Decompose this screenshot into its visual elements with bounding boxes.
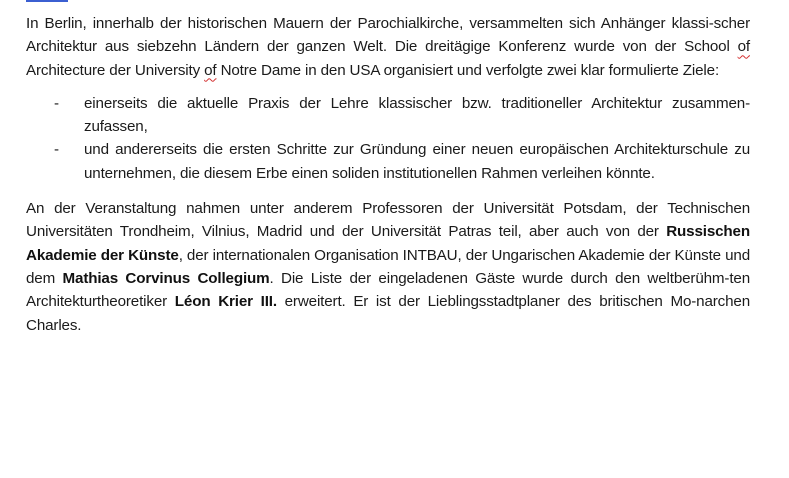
list-item-text: einerseits die aktuelle Praxis der Lehre klassischer bzw. traditioneller Architektur zusammen-zufassen,: [84, 94, 750, 136]
text-run: Architecture der University: [26, 61, 205, 79]
text-run: Notre Dame in den USA organisiert und verfolgte zwei klar formulierte Ziele:: [216, 61, 720, 79]
bold-text: Russischen Akademie der Künste: [26, 223, 750, 264]
goals-list: [26, 92, 750, 185]
paragraph-participants: [26, 197, 750, 337]
spellcheck-flagged-word[interactable]: of: [737, 38, 750, 56]
list-item: [26, 92, 750, 139]
text-run: An der Veranstaltung nahmen unter anderem Professoren der Universität Potsdam, der Technischen Universitäten Trondheim, Vilnius, Madrid und der Universität Patras teil, aber auch von der: [26, 200, 750, 241]
list-bullet: -: [54, 94, 59, 112]
text-run: In Berlin, innerhalb der historischen Mauern der Parochialkirche, versammelten sich Anhänger klassi-scher Architektur aus siebzehn Ländern der ganzen Welt. Die dreitägige Konferenz wurde von der School: [26, 15, 750, 56]
list-item: [26, 138, 750, 185]
spellcheck-flagged-word[interactable]: of: [204, 61, 217, 79]
paragraph-intro: [26, 12, 750, 82]
top-rule: [26, 0, 68, 2]
text-run: erweitert. Er ist der Lieblingsstadtplaner des britischen Mo-narchen Charles.: [26, 293, 750, 334]
document-body[interactable]: [26, 12, 750, 337]
bold-text: Léon Krier III.: [174, 293, 277, 311]
list-item-text: und andererseits die ersten Schritte zur Gründung einer neuen europäischen Architekturschule zu unternehmen, die diesem Erbe einen soliden institutionellen Rahmen verleihen könnte.: [84, 141, 750, 182]
list-bullet: -: [54, 141, 59, 159]
text-run: , der internationalen Organisation INTBAU, der Ungarischen Akademie der Künste und dem: [26, 246, 751, 287]
text-run: . Die Liste der eingeladenen Gäste wurde durch den weltberühm-ten Architekturtheoretiker: [26, 269, 750, 311]
bold-text: Mathias Corvinus Collegium: [62, 269, 270, 287]
